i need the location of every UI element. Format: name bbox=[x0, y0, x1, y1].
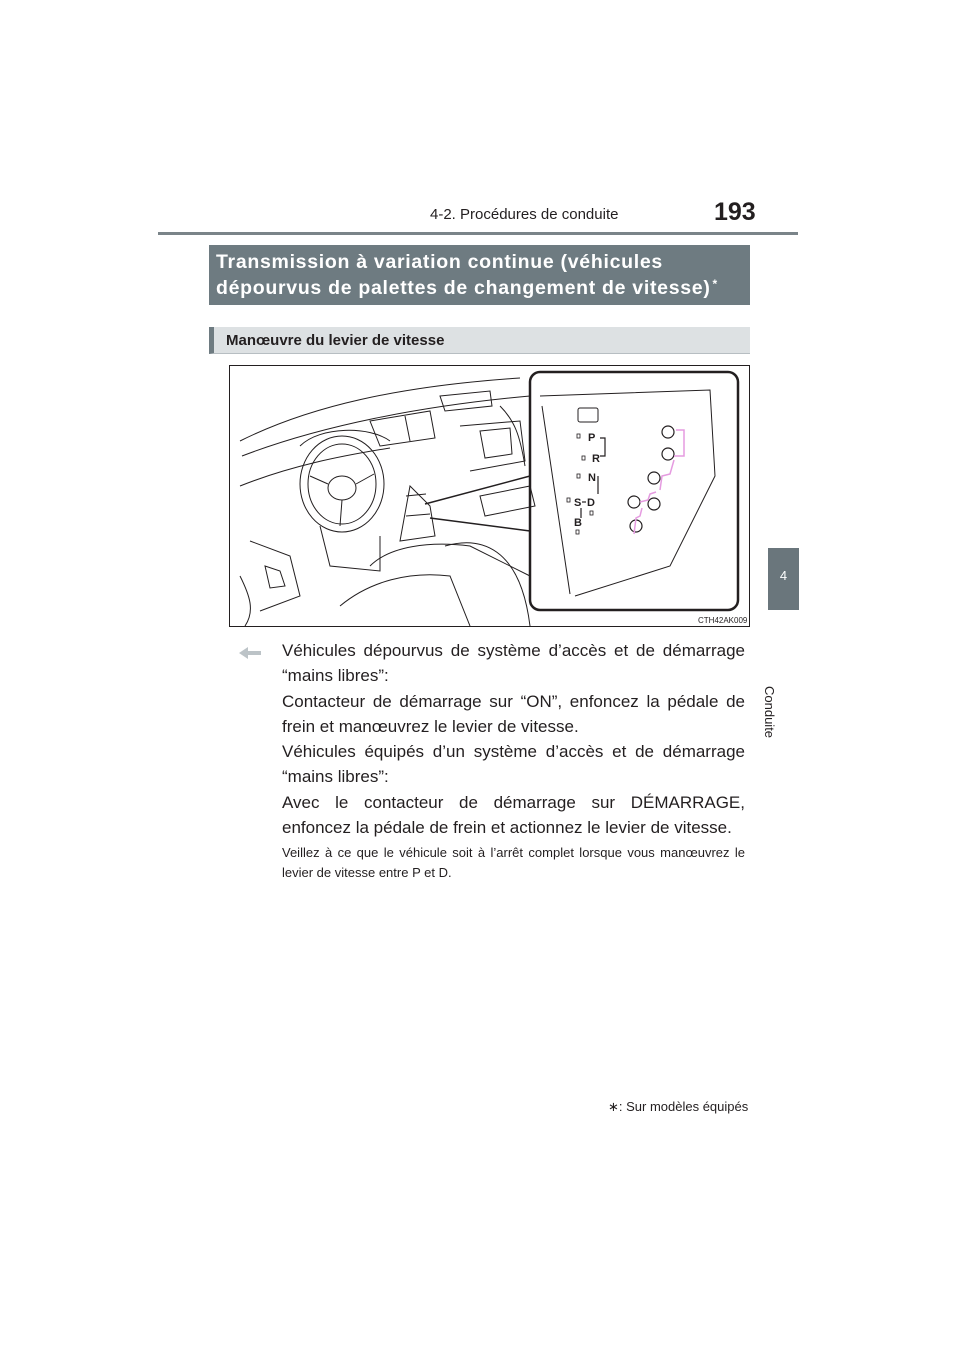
shift-lever-illustration bbox=[229, 365, 750, 627]
gate-label-b: B bbox=[574, 517, 582, 529]
section-title-band bbox=[209, 245, 750, 305]
gate-label-s: S bbox=[574, 497, 582, 509]
arrow-left-icon bbox=[239, 646, 261, 660]
paragraph-no-smart-key-label: Véhicules dépourvus de système d’accès et de démarrage “mains libres”: bbox=[282, 641, 745, 685]
paragraph-smart-key-label: Véhicules équipés d’un système d’accès et de démarrage “mains libres”: bbox=[282, 742, 745, 786]
section-header: 4-2. Procédures de conduite bbox=[430, 206, 619, 223]
section-title-line2 bbox=[216, 277, 718, 300]
paragraph-smart-key-instructions: Avec le contacteur de démarrage sur DÉMARRAGE, enfoncez la pédale de frein et actionnez le levier de vitesse. bbox=[282, 793, 745, 837]
paragraph-no-smart-key-instructions: Contacteur de démarrage sur “ON”, enfoncez la pédale de frein et manœuvrez le levier de vitesse. bbox=[282, 692, 745, 736]
subheading-text: Manœuvre du levier de vitesse bbox=[226, 332, 445, 349]
section-title-line2-text: dépourvus de palettes de changement de vitesse) bbox=[216, 277, 711, 299]
chapter-tab-label-text: Conduite bbox=[762, 686, 777, 739]
equipped-asterisk-icon: * bbox=[712, 277, 718, 291]
gate-label-d: D bbox=[587, 497, 595, 509]
figure-code: CTH42AK009 bbox=[698, 616, 748, 625]
section-title-line1: Transmission à variation continue (véhicules bbox=[216, 251, 663, 273]
safety-note: Veillez à ce que le véhicule soit à l’arrêt complet lorsque vous manœuvrez le levier de vitesse entre P et D. bbox=[282, 845, 745, 880]
cabin-illustration bbox=[230, 366, 749, 626]
page-number: 193 bbox=[714, 198, 756, 226]
chapter-tab-label bbox=[762, 612, 799, 739]
footnote: ∗: Sur modèles équipés bbox=[608, 1099, 749, 1114]
subheading-bar bbox=[209, 327, 750, 354]
chapter-tab-number: 4 bbox=[768, 548, 799, 610]
gate-label-n: N bbox=[588, 472, 596, 484]
gate-label-r: R bbox=[592, 453, 600, 465]
header-rule bbox=[158, 232, 798, 235]
gate-label-p: P bbox=[588, 432, 596, 444]
